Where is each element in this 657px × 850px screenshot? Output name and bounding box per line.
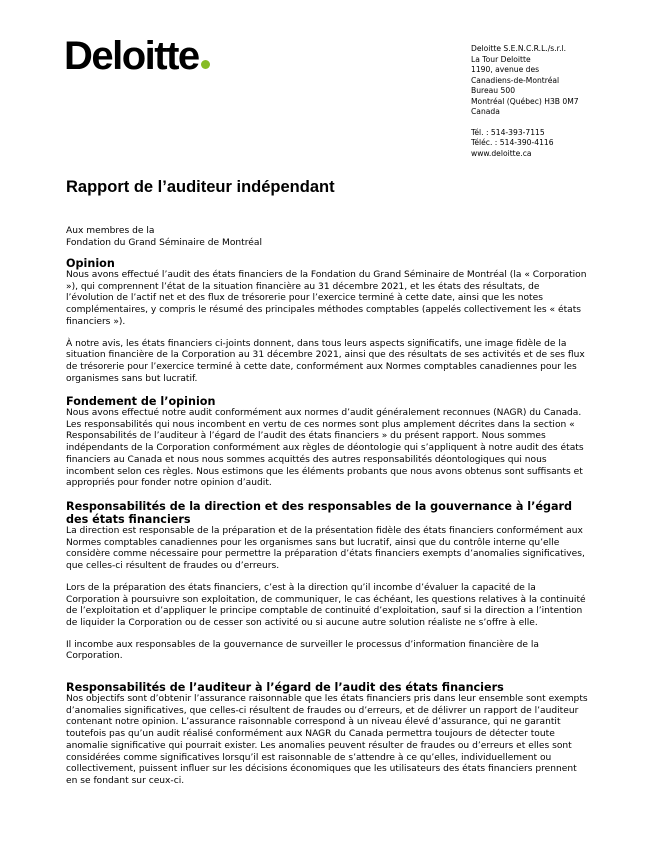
section-auditor-responsibilities [66, 681, 588, 788]
office-address-block [471, 44, 579, 159]
addressee-line: Aux membres de la [66, 226, 155, 236]
addressee-block [66, 226, 262, 249]
section-heading: Responsabilités de la direction et des responsables de la gouvernance à l’égard des états financiers [66, 500, 573, 526]
address-line: Canadiens-de-Montréal [471, 75, 560, 85]
address-line: Canada [471, 107, 500, 116]
address-line: Deloitte S.E.N.C.R.L./s.r.l. [471, 44, 567, 53]
section-opinion [66, 257, 588, 385]
report-title: Rapport de l’auditeur indépendant [66, 178, 335, 196]
deloitte-logo: Deloitte [64, 36, 210, 76]
section-heading: Responsabilités de l’auditeur à l’égard de l’audit des états financiers [66, 681, 504, 694]
section-basis-for-opinion [66, 395, 588, 490]
address-line: 1190, avenue des [471, 65, 540, 74]
paragraph: Il incombe aux responsables de la gouvernance de surveiller le processus d’information financière de la Corporation. [66, 639, 539, 662]
paragraph: Lors de la préparation des états financiers, c’est à la direction qu’il incombe d’évaluer la capacité de la Corporation à poursuivre son exploitation, de communiquer, le cas échéant, les questions relatives à la continuité de l’exploitation et d’appliquer le principe comptable de continuité d’exploitation, sauf si la direction a l’intention de liquider la Corporation ou de cesser son activité ou si aucune autre solution réaliste ne s’offre à elle. [66, 582, 586, 628]
paragraph: Nous avons effectué notre audit conformément aux normes d’audit généralement reconnues (NAGR) du Canada. Les responsabilités qui nous incombent en vertu de ces normes sont plus amplement décrites dans la section « Responsabilités de l’auditeur à l’égard de l’audit des états financiers » du présent rapport. Nous sommes indépendants de la Corporation conformément aux règles de déontologie qui s’appliquent à notre audit des états financiers au Canada et nous nous sommes acquittés des autres responsabilités déontologiques qui nous incombent selon ces règles. Nous estimons que les éléments probants que nous avons obtenus sont suffisants et appropriés pour fonder notre opinion d’audit. [66, 408, 584, 489]
addressee-line: Fondation du Grand Séminaire de Montréal [66, 237, 262, 248]
section-management-responsibilities [66, 500, 588, 663]
address-line: Bureau 500 [471, 86, 516, 95]
paragraph: Nos objectifs sont d’obtenir l’assurance raisonnable que les états financiers pris dans leur ensemble sont exempts d’anomalies significatives, que celles-ci résultent de fraudes ou d’erreurs, et de délivrer un rapport de l’auditeur contenant notre opinion. L’assurance raisonnable correspond à un niveau élevé d’assurance, qui ne garantit toutefois pas qu’un audit réalisé conformément aux NAGR du Canada permettra toujours de détecter toute anomalie significative qui pourrait exister. Les anomalies peuvent résulter de fraudes ou d’erreurs et elles sont considérées comme significatives lorsqu’il est raisonnable de s’attendre à ce qu’elles, individuellement ou collectivement, puissent influer sur les décisions économiques que les utilisateurs des états financiers prennent en se fondant sur ceux-ci. [66, 694, 588, 786]
paragraph: À notre avis, les états financiers ci-joints donnent, dans tous leurs aspects significatifs, une image fidèle de la situation financière de la Corporation au 31 décembre 2021, ainsi que des résultats de ses activités et de ses flux de trésorerie pour l’exercice terminé à cette date, conformément aux Normes comptables canadiennes pour les organismes sans but lucratif. [66, 338, 585, 384]
section-heading: Opinion [66, 257, 115, 270]
paragraph: Nous avons effectué l’audit des états financiers de la Fondation du Grand Séminaire de Montréal (la « Corporation »), qui comprennent l’état de la situation financière au 31 décembre 2021, et les états des résultats, de l’évolution de l’actif net et des flux de trésorerie pour l’exercice terminé à cette date, ainsi que les notes complémentaires, y compris le résumé des principales méthodes comptables (appelés collectivement les « états financiers »). [66, 270, 587, 327]
phone-line: Tél. : 514-393-7115 [471, 127, 545, 137]
logo-green-dot [201, 60, 210, 69]
address-line: La Tour Deloitte [471, 54, 531, 64]
paragraph: La direction est responsable de la préparation et de la présentation fidèle des états financiers conformément aux Normes comptables canadiennes pour les organismes sans but lucratif, ainsi que du contrôle interne qu’elle considère comme nécessaire pour permettre la préparation d’états financiers exempts d’anomalies significatives, que celles-ci résultent de fraudes ou d’erreurs. [66, 526, 585, 572]
section-heading: Fondement de l’opinion [66, 395, 216, 408]
address-line: Montréal (Québec) H3B 0M7 [471, 96, 579, 106]
fax-line: Téléc. : 514-390-4116 [471, 138, 554, 147]
website-link[interactable]: www.deloitte.ca [471, 148, 532, 158]
